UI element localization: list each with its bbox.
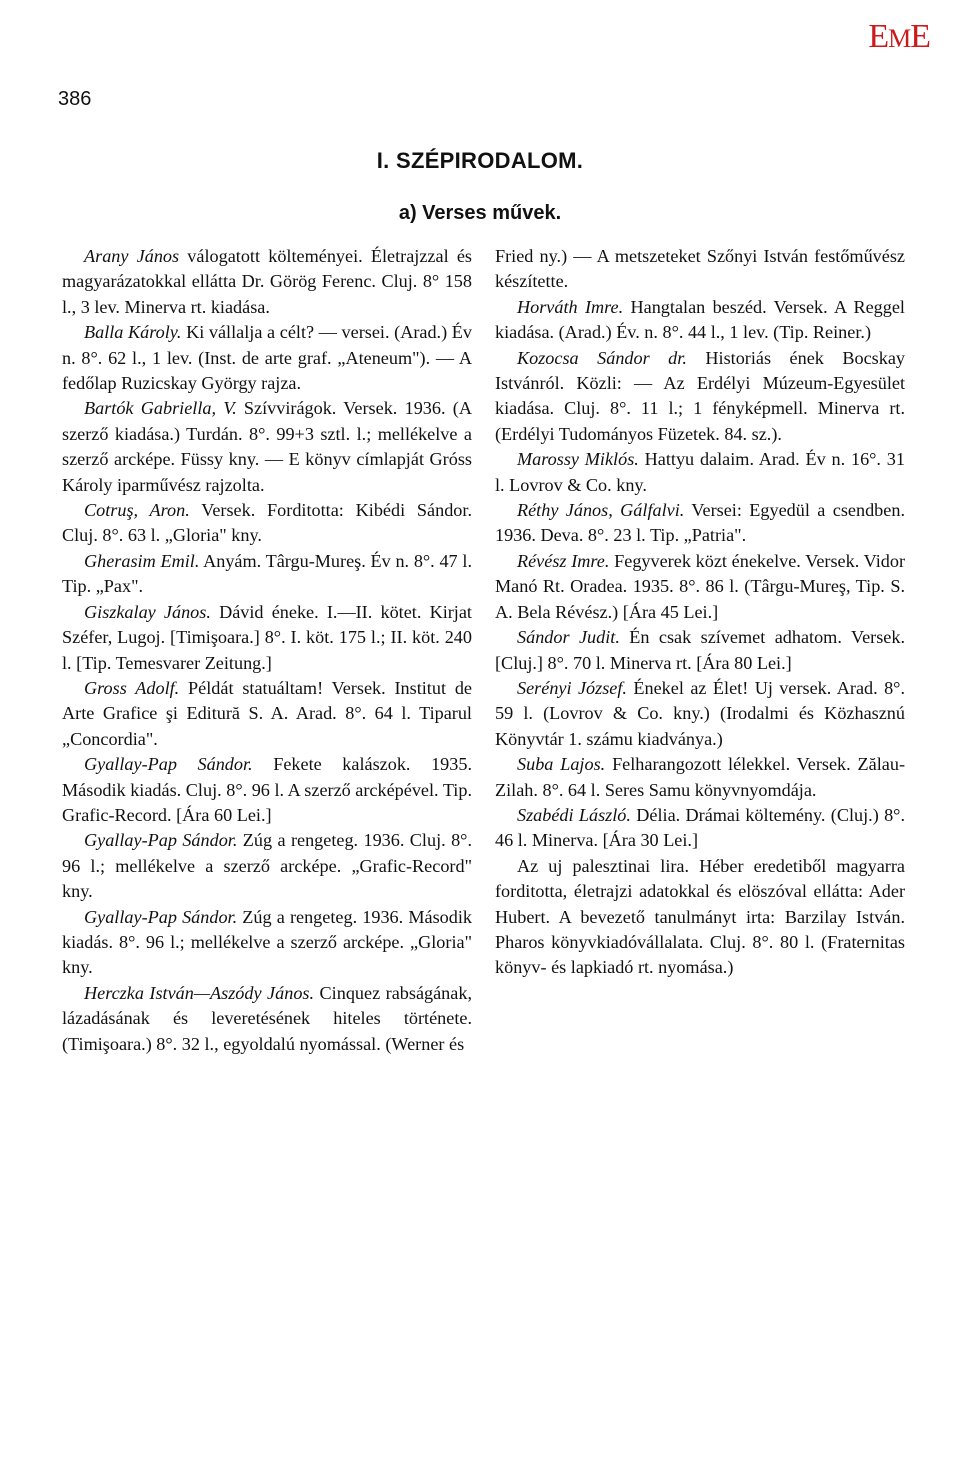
entry-text: Felharangozott lélekkel. Versek. Zălau-Zilah. 8°. 64 l. Seres Samu könyvnyomdája. <box>495 754 905 800</box>
entry-text: Versek. Forditotta: Kibédi Sándor. Cluj. 8°. 63 l. „Gloria" kny. <box>62 500 472 546</box>
bibliography-entry <box>495 549 905 625</box>
publisher-logo: EME <box>868 18 930 55</box>
entry-text: Anyám. Târgu-Mureş. Év n. 8°. 47 l. Tip. „Pax". <box>62 550 472 597</box>
bibliography-entry <box>62 549 472 600</box>
entry-author: Gherasim Emil. <box>84 550 200 571</box>
entry-text: Én csak szívemet adhatom. Versek. [Cluj.] 8°. 70 l. Minerva rt. [Ára 80 Lei.] <box>495 627 905 673</box>
entry-author: Kozocsa Sándor dr. <box>517 347 687 368</box>
entry-author: Szabédi László. <box>517 804 631 825</box>
entry-author: Marossy Miklós. <box>517 449 639 470</box>
entry-author: Arany János <box>84 246 180 266</box>
entry-author: Gyallay-Pap Sándor. <box>84 906 238 927</box>
continuation-text: Fried ny.) — A metszeteket Szőnyi István festőművész készítette. <box>495 246 905 292</box>
bibliography-entry <box>62 600 472 676</box>
bibliography-entry <box>62 981 472 1057</box>
right-column <box>495 244 905 981</box>
bibliography-entry <box>62 396 472 498</box>
entry-text: Szívvirágok. Versek. 1936. (A szerző kiadása.) Turdán. 8°. 99+3 sztl. l.; mellékelve a szerző arcképe. Füssy kny. — E könyv címlapját Gróss Károly iparművész rajzolta. <box>62 398 472 495</box>
subsection-title: a) Verses művek. <box>398 202 562 224</box>
entry-text: válogatott költeményei. Életrajzzal és magyarázatokkal ellátta Dr. Görög Ferenc. Cluj. 8° 158 l., 3 lev. Minerva rt. kiadása. <box>62 246 472 317</box>
entry-author: Serényi József. <box>517 677 627 698</box>
entry-author: Gyallay-Pap Sándor. <box>84 754 253 775</box>
left-column <box>62 244 472 1057</box>
page-number: 386 <box>58 88 92 110</box>
bibliography-entry <box>495 676 905 752</box>
bibliography-entry <box>62 320 472 396</box>
bibliography-entry <box>495 346 905 448</box>
entry-text: Zúg a rengeteg. 1936. Második kiadás. 8°. 96 l.; mellékelve a szerző arcképe. „Gloria" kny. <box>62 906 472 978</box>
entry-text: Példát statuáltam! Versek. Institut de Arte Grafice şi Editură S. A. Arad. 8°. 64 l. Tiparul „Concordia". <box>62 677 472 749</box>
bibliography-entry <box>495 854 905 981</box>
bibliography-entry <box>495 295 905 346</box>
bibliography-entry <box>495 803 905 854</box>
entry-text: Délia. Drámai költemény. (Cluj.) 8°. 46 l. Minerva. [Ára 30 Lei.] <box>495 804 906 851</box>
bibliography-entry <box>62 676 472 752</box>
section-title: I. SZÉPIRODALOM. <box>376 148 584 173</box>
entry-author: Gyallay-Pap Sándor. <box>84 830 238 851</box>
entry-text: Hangtalan beszéd. Versek. A Reggel kiadása. (Arad.) Év. n. 8°. 44 l., 1 lev. (Tip. Reiner.) <box>495 296 905 343</box>
entry-author: Bartók Gabriella, V. <box>84 398 237 419</box>
entry-text: Az uj palesztinai lira. Héber eredetiből magyarra forditotta, életrajzi adatokkal és elöszóval ellátta: Ader Hubert. A bevezető tanulmányt irta: Barzilay István. Pharos könyvkiadóvállalata. Cluj. 8°. 80 l. (Fraternitas könyv- és lapkiadó rt. nyomása.) <box>495 855 905 978</box>
entry-author: Révész Imre. <box>517 550 610 571</box>
bibliography-entry <box>495 498 905 549</box>
entry-text: Versei: Egyedül a csendben. 1936. Deva. 8°. 23 l. Tip. „Patria". <box>495 500 905 546</box>
entry-text: Cinquez rabságának, lázadásának és leveretésének hiteles története. (Timişoara.) 8°. 32 l., egyoldalú nyomással. (Werner és <box>62 982 472 1054</box>
bibliography-entry <box>495 447 905 498</box>
bibliography-entry <box>62 244 472 320</box>
bibliography-entry <box>62 752 472 828</box>
entry-text: Dávid éneke. I.—II. kötet. Kirjat Széfer, Lugoj. [Timişoara.] 8°. I. köt. 175 l.; II. köt. 240 l. [Tip. Temesvarer Zeitung.] <box>62 601 472 673</box>
entry-author: Horváth Imre. <box>517 296 624 317</box>
entry-text: Ki vállalja a célt? — versei. (Arad.) Év n. 8°. 62 l., 1 lev. (Inst. de arte graf. „Ateneum"). — A fedőlap Ruzicskay György rajza. <box>62 322 472 394</box>
bibliography-entry <box>62 498 472 549</box>
entry-text: Historiás ének Bocskay Istvánról. Közli: — Az Erdélyi Múzeum-Egyesület kiadása. Cluj. 8°. 11 l.; 1 fényképmell. Minerva rt. (Erdélyi Tudományos Füzetek. 84. sz.). <box>495 347 906 444</box>
entry-author: Balla Károly. <box>84 322 182 343</box>
entry-author: Herczka István—Aszódy János. <box>84 982 315 1003</box>
entry-author: Sándor Judit. <box>517 627 620 648</box>
bibliography-entry <box>62 905 472 981</box>
entry-author: Cotruş, Aron. <box>84 500 190 521</box>
entry-author: Suba Lajos. <box>517 754 606 775</box>
entry-text: Fegyverek közt énekelve. Versek. Vidor Manó Rt. Oradea. 1935. 8°. 86 l. (Târgu-Mureş, Tip. S. A. Bela Révész.) [Ára 45 Lei.] <box>495 550 905 622</box>
entry-author: Giszkalay János. <box>84 601 211 622</box>
entry-text: Fekete kalászok. 1935. Második kiadás. Cluj. 8°. 96 l. A szerző arcképével. Tip. Grafic-Record. [Ára 60 Lei.] <box>62 754 472 825</box>
entry-text: Énekel az Élet! Uj versek. Arad. 8°. 59 l. (Lovrov & Co. kny.) (Irodalmi és Közhasznú Könyvtár 1. számu kiadványa.) <box>495 677 906 749</box>
entry-author: Réthy János, Gálfalvi. <box>517 500 685 521</box>
bibliography-entry <box>495 752 905 803</box>
bibliography-entry <box>495 625 905 676</box>
bibliography-entry <box>62 828 472 904</box>
entry-author: Gross Adolf. <box>84 677 180 698</box>
entry-text: Hattyu dalaim. Arad. Év n. 16°. 31 l. Lovrov & Co. kny. <box>495 449 905 495</box>
entry-text: Zúg a rengeteg. 1936. Cluj. 8°. 96 l.; mellékelve a szerző arcképe. „Grafic-Record" kny. <box>62 830 472 902</box>
